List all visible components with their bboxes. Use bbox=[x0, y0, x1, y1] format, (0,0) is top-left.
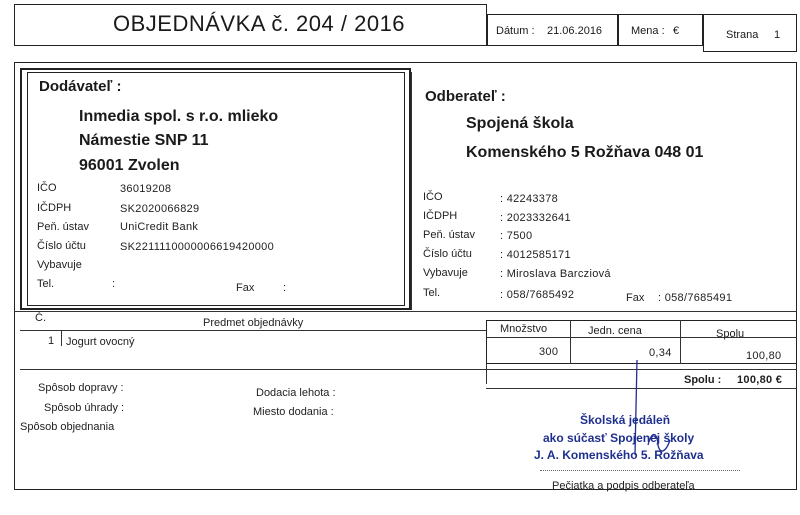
odberatel-ico-label: IČO bbox=[423, 191, 443, 203]
table-row-predmet: Jogurt ovocný bbox=[66, 336, 135, 348]
odberatel-name: Spojená škola bbox=[466, 115, 574, 132]
datum-value: 21.06.2016 bbox=[547, 25, 603, 37]
strana-label: Strana bbox=[726, 29, 759, 41]
table-top-line bbox=[14, 311, 797, 312]
table-numbers-header-line bbox=[486, 337, 797, 338]
stamp-line-3: J. A. Komenského 5. Rožňava bbox=[534, 448, 704, 462]
table-row-mnozstvo: 300 bbox=[539, 346, 559, 358]
odberatel-left-border bbox=[411, 72, 412, 310]
footer-lehota: Dodacia lehota : bbox=[256, 387, 336, 399]
strana-value: 1 bbox=[774, 29, 781, 41]
odberatel-tel-value: : 058/7685492 bbox=[500, 289, 575, 301]
dodavatel-city: 96001 Zvolen bbox=[79, 157, 180, 174]
table-col-cena: Jedn. cena bbox=[588, 325, 642, 337]
dodavatel-name: Inmedia spol. s r.o. mlieko bbox=[79, 108, 279, 125]
total-label: Spolu : bbox=[684, 374, 722, 386]
table-col-c: Č. bbox=[35, 312, 46, 324]
table-col-spolu: Spolu bbox=[716, 328, 745, 340]
odberatel-icdph-value: : 2023332641 bbox=[500, 212, 571, 224]
signature-line bbox=[540, 470, 740, 471]
odberatel-address: Komenského 5 Rožňava 048 01 bbox=[466, 144, 704, 161]
footer-uhrada: Spôsob úhrady : bbox=[44, 402, 125, 414]
table-row-cena: 0,34 bbox=[649, 347, 672, 359]
stamp-line-2: ako súčasť Spojenej školy bbox=[543, 431, 695, 445]
dodavatel-ico-label: IČO bbox=[37, 182, 57, 194]
dodavatel-tel-label: Tel. bbox=[37, 278, 55, 290]
dodavatel-ucet-label: Číslo účtu bbox=[37, 240, 86, 252]
odberatel-tel-label: Tel. bbox=[423, 287, 441, 299]
odberatel-fax-label: Fax bbox=[626, 292, 645, 304]
dodavatel-fax-label: Fax bbox=[236, 282, 255, 294]
table-col-mnozstvo: Množstvo bbox=[500, 323, 548, 335]
odberatel-ustav-value: : 7500 bbox=[500, 230, 533, 242]
odberatel-heading: Odberateľ : bbox=[425, 88, 506, 105]
stamp-line-1: Školská jedáleň bbox=[580, 413, 671, 427]
total-left-border bbox=[486, 364, 487, 384]
dodavatel-vybavuje-label: Vybavuje bbox=[37, 259, 82, 271]
odberatel-icdph-label: IČDPH bbox=[423, 210, 458, 222]
dodavatel-icdph-value: SK2020066829 bbox=[120, 203, 200, 215]
table-col-sep-c bbox=[61, 330, 62, 346]
odberatel-ucet-label: Číslo účtu bbox=[423, 248, 472, 260]
dodavatel-heading: Dodávateľ : bbox=[39, 78, 122, 95]
total-value: 100,80 € bbox=[737, 374, 783, 386]
dodavatel-tel-value: : bbox=[112, 278, 116, 290]
signature-icon bbox=[610, 360, 690, 470]
footer-doprava: Spôsob dopravy : bbox=[38, 382, 124, 394]
odberatel-fax-value: : 058/7685491 bbox=[658, 292, 733, 304]
odberatel-vybavuje-label: Vybavuje bbox=[423, 267, 468, 279]
odberatel-ucet-value: : 4012585171 bbox=[500, 249, 571, 261]
dodavatel-ucet-value: SK2211110000006619420000 bbox=[120, 241, 275, 253]
table-header-line bbox=[20, 330, 486, 331]
table-col-predmet: Predmet objednávky bbox=[203, 317, 304, 329]
table-row-c: 1 bbox=[48, 335, 55, 347]
table-row-spolu: 100,80 bbox=[746, 350, 782, 362]
mena-value: € bbox=[673, 25, 680, 37]
dodavatel-icdph-label: IČDPH bbox=[37, 202, 72, 214]
dodavatel-fax-value: : bbox=[283, 282, 287, 294]
footer-miesto: Miesto dodania : bbox=[253, 406, 334, 418]
dodavatel-ico-value: 36019208 bbox=[120, 183, 172, 195]
table-col-sep-2 bbox=[680, 320, 681, 364]
document-title: OBJEDNÁVKA č. 204 / 2016 bbox=[113, 11, 406, 36]
odberatel-ustav-label: Peň. ústav bbox=[423, 229, 475, 241]
odberatel-vybavuje-value: : Miroslava Barcziová bbox=[500, 268, 611, 280]
dodavatel-ustav-value: UniCredit Bank bbox=[120, 221, 199, 233]
table-col-sep-1 bbox=[570, 320, 571, 364]
dodavatel-street: Námestie SNP 11 bbox=[79, 132, 209, 149]
datum-label: Dátum : bbox=[496, 25, 535, 37]
footer-objednania: Spôsob objednania bbox=[20, 421, 115, 433]
mena-label: Mena : bbox=[631, 25, 665, 37]
footer-podpis: Pečiatka a podpis odberateľa bbox=[552, 480, 695, 492]
odberatel-ico-value: : 42243378 bbox=[500, 193, 559, 205]
dodavatel-ustav-label: Peň. ústav bbox=[37, 221, 89, 233]
